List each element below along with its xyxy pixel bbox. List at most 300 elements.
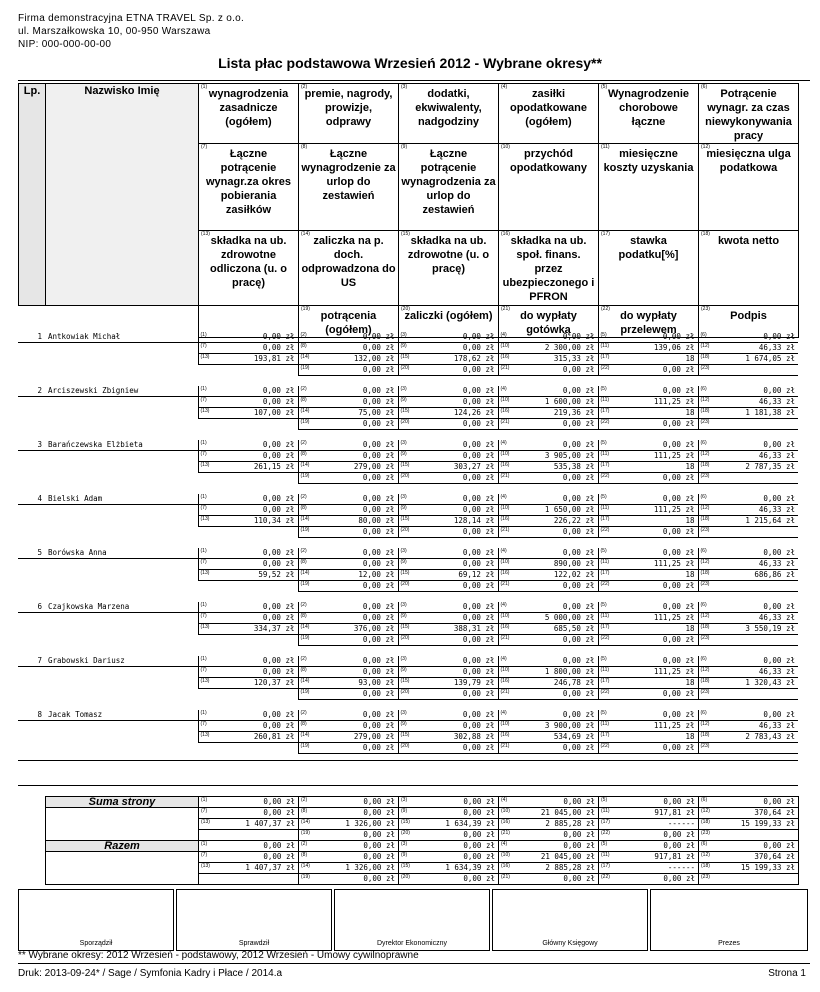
amount-value: 2 783,43 zł (745, 732, 795, 741)
amount-cell (298, 721, 398, 732)
header-cell-number: (22) (601, 306, 610, 312)
amount-value: 334,37 zł (253, 624, 295, 633)
amount-cell (598, 527, 698, 538)
amount-cell (398, 743, 498, 754)
amount-cell (298, 656, 398, 667)
employee-lp (18, 365, 45, 376)
amount-value: 0,00 zł (462, 365, 495, 374)
amount-value: 18 (685, 408, 695, 417)
header-cell-number: (18) (701, 231, 710, 237)
amount-cell (698, 473, 798, 484)
employee-row (18, 516, 798, 527)
amount-value: 1 215,64 zł (745, 516, 795, 525)
field-number: (9) (400, 451, 407, 457)
amount-cell (498, 397, 598, 408)
employee-name (45, 570, 198, 581)
summary-amount-value: ------ (667, 819, 695, 828)
amount-cell (498, 678, 598, 689)
amount-cell (198, 624, 298, 635)
employee-name (45, 473, 198, 484)
amount-value: 0,00 zł (362, 635, 395, 644)
employee-name (45, 613, 198, 624)
amount-value: 0,00 zł (262, 559, 295, 568)
amount-value: 18 (685, 678, 695, 687)
header-cell-label: Podpis (730, 310, 767, 322)
amount-cell (398, 624, 498, 635)
amount-cell (398, 721, 498, 732)
field-number: (4) (500, 710, 507, 716)
employee-name (45, 505, 198, 516)
summary-amount-value: 0,00 zł (563, 874, 595, 883)
amount-cell (498, 548, 598, 559)
amount-value: 279,00 zł (353, 732, 395, 741)
field-number: (7) (200, 343, 207, 349)
employee-name (45, 516, 198, 527)
employee-lp (18, 451, 45, 462)
amount-cell (698, 527, 798, 538)
amount-value: 0,00 zł (462, 743, 495, 752)
summary-amount-cell (499, 797, 599, 808)
amount-cell (198, 559, 298, 570)
field-number: (4) (500, 332, 507, 338)
field-number: (6) (700, 548, 707, 554)
field-number: (6) (700, 494, 707, 500)
amount-cell (598, 656, 698, 667)
amount-cell (498, 473, 598, 484)
amount-cell (498, 570, 598, 581)
field-number: (20) (400, 743, 410, 749)
employee-row (18, 354, 798, 365)
field-number: (16) (501, 863, 510, 869)
employee-row (18, 656, 798, 667)
field-number: (19) (301, 830, 310, 836)
summary-amount-value: 1 634,39 zł (445, 863, 495, 872)
field-number: (21) (500, 581, 510, 587)
header-cell-label: wynagrodzenia zasadnicze (ogółem) (208, 88, 289, 128)
field-number: (11) (600, 397, 610, 403)
field-number: (1) (200, 548, 207, 554)
employee-row (18, 548, 798, 559)
field-number: (15) (401, 863, 410, 869)
employee-row (18, 721, 798, 732)
header-cell-number: (17) (601, 231, 610, 237)
amount-value: 226,22 zł (553, 516, 595, 525)
employee-lp (18, 613, 45, 624)
employee-name (45, 397, 198, 408)
field-number: (6) (700, 710, 707, 716)
amount-value: 111,25 zł (653, 559, 695, 568)
field-number: (5) (601, 841, 608, 847)
field-number: (12) (700, 721, 710, 727)
amount-cell (498, 732, 598, 743)
amount-value: 0,00 zł (662, 548, 695, 557)
field-number: (15) (400, 732, 410, 738)
header-cell-label: miesięczna ulga podatkowa (706, 148, 791, 174)
amount-value: 0,00 zł (362, 656, 395, 665)
field-number: (22) (600, 689, 610, 695)
summary-row (46, 841, 799, 852)
field-number: (2) (300, 710, 307, 716)
employee-name (45, 365, 198, 376)
field-number: (11) (600, 721, 610, 727)
summary-amount-value: 370,64 zł (754, 852, 795, 861)
field-number: (3) (400, 332, 407, 338)
summary-amount-cell (199, 841, 299, 852)
field-number: (15) (400, 516, 410, 522)
field-number: (15) (400, 354, 410, 360)
amount-value: 0,00 zł (362, 451, 395, 460)
amount-value: 685,50 zł (553, 624, 595, 633)
amount-value: 69,12 zł (458, 570, 495, 579)
field-number: (10) (501, 852, 510, 858)
amount-cell (498, 602, 598, 613)
amount-cell (298, 473, 398, 484)
amount-cell (298, 602, 398, 613)
employee-lp: 2 (18, 386, 45, 397)
field-number: (12) (701, 852, 710, 858)
amount-cell (698, 505, 798, 516)
amount-value: 0,00 zł (562, 365, 595, 374)
field-number: (23) (700, 689, 710, 695)
amount-cell (598, 516, 698, 527)
employee-lp (18, 743, 45, 754)
amount-value: 0,00 zł (262, 440, 295, 449)
header-cell-number: (12) (701, 144, 710, 150)
field-number: (5) (600, 656, 607, 662)
field-number: (7) (200, 505, 207, 511)
summary-amount-cell (699, 852, 799, 863)
amount-cell (198, 613, 298, 624)
amount-cell (498, 581, 598, 592)
summary-amount-value: 2 885,28 zł (545, 819, 595, 828)
header-cell-label: Potrącenie wynagr. za czas niewykonywania pracy (705, 88, 792, 142)
amount-cell (598, 678, 698, 689)
field-number: (21) (501, 874, 510, 880)
amount-value: 0,00 zł (462, 667, 495, 676)
amount-cell (198, 397, 298, 408)
header-cell-label: przychód opodatkowany (509, 148, 587, 174)
summary-amount-cell (599, 852, 699, 863)
employee-lp (18, 581, 45, 592)
amount-cell (598, 667, 698, 678)
amount-cell (398, 365, 498, 376)
amount-cell (198, 440, 298, 451)
amount-value: 0,00 zł (362, 440, 395, 449)
field-number: (4) (500, 602, 507, 608)
header-cell-number: (10) (501, 144, 510, 150)
employee-lp (18, 408, 45, 419)
summary-amount-value: 15 199,33 zł (740, 863, 795, 872)
summary-amount-cell (699, 808, 799, 819)
employee-lp (18, 732, 45, 743)
field-number: (2) (300, 494, 307, 500)
amount-value: 111,25 zł (653, 505, 695, 514)
field-number: (10) (500, 505, 510, 511)
amount-value: 0,00 zł (562, 494, 595, 503)
header-cell-label: składka na ub. społ. finans. przez ubezpieczonego i PFRON (502, 235, 595, 303)
amount-value: 0,00 zł (562, 602, 595, 611)
field-number: (20) (400, 419, 410, 425)
amount-cell (198, 365, 298, 376)
field-number: (12) (700, 397, 710, 403)
amount-cell (598, 332, 698, 343)
field-number: (22) (600, 743, 610, 749)
field-number: (13) (201, 819, 210, 825)
field-number: (15) (401, 819, 410, 825)
header-cell-number: (16) (501, 231, 510, 237)
field-number: (20) (400, 581, 410, 587)
employee-row (18, 332, 798, 343)
field-number: (18) (701, 863, 710, 869)
field-number: (9) (400, 343, 407, 349)
field-number: (14) (301, 863, 310, 869)
summary-label: Razem (46, 841, 199, 852)
field-number: (8) (300, 451, 307, 457)
amount-value: 132,00 zł (353, 354, 395, 363)
amount-value: 686,86 zł (754, 570, 795, 579)
field-number: (2) (300, 602, 307, 608)
summary-amount-cell (199, 808, 299, 819)
field-number: (2) (300, 656, 307, 662)
amount-cell (498, 710, 598, 721)
amount-value: 0,00 zł (462, 602, 495, 611)
field-number: (8) (300, 613, 307, 619)
employee-name (45, 581, 198, 592)
amount-cell (398, 548, 498, 559)
amount-value: 3 900,00 zł (544, 721, 595, 730)
summary-amount-value: 0,00 zł (363, 797, 395, 806)
amount-value: 0,00 zł (662, 440, 695, 449)
summary-amount-value: 0,00 zł (363, 830, 395, 839)
header-cell-number: (2) (301, 84, 308, 90)
amount-cell (298, 419, 398, 430)
field-number: (19) (300, 473, 310, 479)
field-number: (12) (701, 808, 710, 814)
signature-box (176, 889, 332, 951)
field-number: (4) (500, 656, 507, 662)
amount-value: 3 550,19 zł (745, 624, 795, 633)
field-number: (18) (700, 408, 710, 414)
summary-amount-cell (299, 830, 399, 841)
field-number: (13) (200, 354, 210, 360)
amount-cell (498, 656, 598, 667)
amount-cell (598, 419, 698, 430)
field-number: (7) (200, 721, 207, 727)
employee-lp: 1 (18, 332, 45, 343)
field-number: (10) (500, 721, 510, 727)
field-number: (17) (600, 678, 610, 684)
summary-amount-cell (399, 852, 499, 863)
employee-name: Arciszewski Zbigniew (45, 386, 198, 397)
amount-cell (598, 365, 698, 376)
amount-cell (598, 440, 698, 451)
employee-name (45, 689, 198, 700)
amount-cell (498, 408, 598, 419)
field-number: (9) (401, 852, 408, 858)
employee-row (18, 343, 798, 354)
amount-value: 0,00 zł (662, 743, 695, 752)
amount-cell (398, 581, 498, 592)
amount-cell (398, 343, 498, 354)
company-name: Firma demonstracyjna ETNA TRAVEL Sp. z o.o. (18, 13, 245, 24)
amount-value: 0,00 zł (262, 343, 295, 352)
amount-value: 0,00 zł (462, 559, 495, 568)
field-number: (9) (400, 721, 407, 727)
section-divider (18, 785, 798, 786)
amount-cell (698, 548, 798, 559)
employee-block (18, 494, 798, 538)
employee-name (45, 354, 198, 365)
amount-value: 0,00 zł (763, 332, 795, 341)
field-number: (11) (600, 667, 610, 673)
summary-amount-cell (399, 863, 499, 874)
field-number: (8) (300, 397, 307, 403)
amount-cell (698, 462, 798, 473)
amount-cell (398, 559, 498, 570)
employee-row (18, 678, 798, 689)
summary-amount-cell (299, 819, 399, 830)
employee-block (18, 548, 798, 592)
amount-cell (498, 721, 598, 732)
employee-lp (18, 505, 45, 516)
amount-value: 1 181,38 zł (745, 408, 795, 417)
signature-box (650, 889, 808, 951)
summary-table (45, 796, 799, 841)
summary-amount-cell (499, 819, 599, 830)
employee-name: Bielski Adam (45, 494, 198, 505)
header-cell (699, 144, 799, 231)
employee-lp (18, 624, 45, 635)
employee-row (18, 473, 798, 484)
summary-amount-cell (599, 841, 699, 852)
amount-value: 0,00 zł (462, 473, 495, 482)
employee-row (18, 440, 798, 451)
field-number: (8) (300, 559, 307, 565)
amount-cell (298, 451, 398, 462)
header-cell-number: (13) (201, 231, 210, 237)
amount-cell (698, 678, 798, 689)
employee-row (18, 386, 798, 397)
field-number: (21) (500, 689, 510, 695)
employee-row (18, 408, 798, 419)
field-number: (15) (400, 408, 410, 414)
field-number: (1) (200, 440, 207, 446)
amount-value: 0,00 zł (462, 548, 495, 557)
amount-value: 0,00 zł (562, 689, 595, 698)
amount-cell (398, 386, 498, 397)
amount-value: 46,33 zł (758, 397, 795, 406)
amount-value: 128,14 zł (453, 516, 495, 525)
amount-value: 0,00 zł (763, 548, 795, 557)
amount-cell (498, 365, 598, 376)
header-cell (399, 144, 499, 231)
summary-amount-value: 0,00 zł (663, 830, 695, 839)
field-number: (13) (200, 462, 210, 468)
field-number: (20) (400, 527, 410, 533)
field-number: (13) (200, 732, 210, 738)
field-number: (16) (500, 624, 510, 630)
amount-cell (198, 332, 298, 343)
amount-value: 0,00 zł (262, 656, 295, 665)
employee-name (45, 678, 198, 689)
amount-value: 0,00 zł (362, 365, 395, 374)
employee-lp: 6 (18, 602, 45, 613)
amount-cell (498, 624, 598, 635)
summary-amount-cell (199, 852, 299, 863)
field-number: (21) (500, 473, 510, 479)
field-number: (12) (700, 505, 710, 511)
employee-block (18, 656, 798, 700)
field-number: (1) (201, 841, 208, 847)
header-cell-label (201, 306, 296, 309)
amount-value: 0,00 zł (362, 343, 395, 352)
header-cell-number: (21) (501, 306, 510, 312)
field-number: (18) (700, 678, 710, 684)
amount-cell (298, 386, 398, 397)
employee-name: Borówska Anna (45, 548, 198, 559)
amount-value: 46,33 zł (758, 505, 795, 514)
amount-value: 0,00 zł (462, 397, 495, 406)
amount-cell (598, 386, 698, 397)
employee-name (45, 343, 198, 354)
employee-lp (18, 667, 45, 678)
amount-cell (298, 689, 398, 700)
amount-value: 279,00 zł (353, 462, 395, 471)
amount-cell (498, 505, 598, 516)
field-number: (7) (201, 808, 208, 814)
header-cell (299, 231, 399, 306)
header-cell-label: Łączne potrącenie wynagrodzenia za urlop do zestawień (401, 148, 496, 216)
field-number: (6) (701, 797, 708, 803)
header-cell (599, 231, 699, 306)
field-number: (17) (601, 863, 610, 869)
field-number: (5) (601, 797, 608, 803)
summary-amount-value: 1 407,37 zł (245, 863, 295, 872)
employee-name (45, 559, 198, 570)
summary-amount-value: 0,00 zł (563, 797, 595, 806)
amount-cell (698, 494, 798, 505)
amount-cell (398, 397, 498, 408)
amount-value: 107,00 zł (253, 408, 295, 417)
employee-row (18, 635, 798, 646)
amount-cell (498, 667, 598, 678)
field-number: (23) (700, 527, 710, 533)
field-number: (3) (401, 841, 408, 847)
company-nip: NIP: 000-000-00-00 (18, 39, 112, 50)
amount-cell (598, 343, 698, 354)
amount-cell (198, 516, 298, 527)
amount-value: 0,00 zł (462, 710, 495, 719)
field-number: (5) (600, 440, 607, 446)
amount-cell (198, 710, 298, 721)
field-number: (22) (601, 874, 610, 880)
amount-value: 0,00 zł (562, 635, 595, 644)
field-number: (17) (600, 354, 610, 360)
amount-value: 5 000,00 zł (544, 613, 595, 622)
amount-value: 0,00 zł (362, 602, 395, 611)
field-number: (6) (701, 841, 708, 847)
amount-cell (598, 408, 698, 419)
field-number: (8) (300, 667, 307, 673)
amount-value: 0,00 zł (562, 656, 595, 665)
amount-cell (698, 419, 798, 430)
amount-value: 0,00 zł (362, 613, 395, 622)
amount-cell (598, 559, 698, 570)
summary-amount-cell (399, 830, 499, 841)
amount-cell (298, 343, 398, 354)
field-number: (12) (700, 559, 710, 565)
summary-amount-cell (399, 797, 499, 808)
